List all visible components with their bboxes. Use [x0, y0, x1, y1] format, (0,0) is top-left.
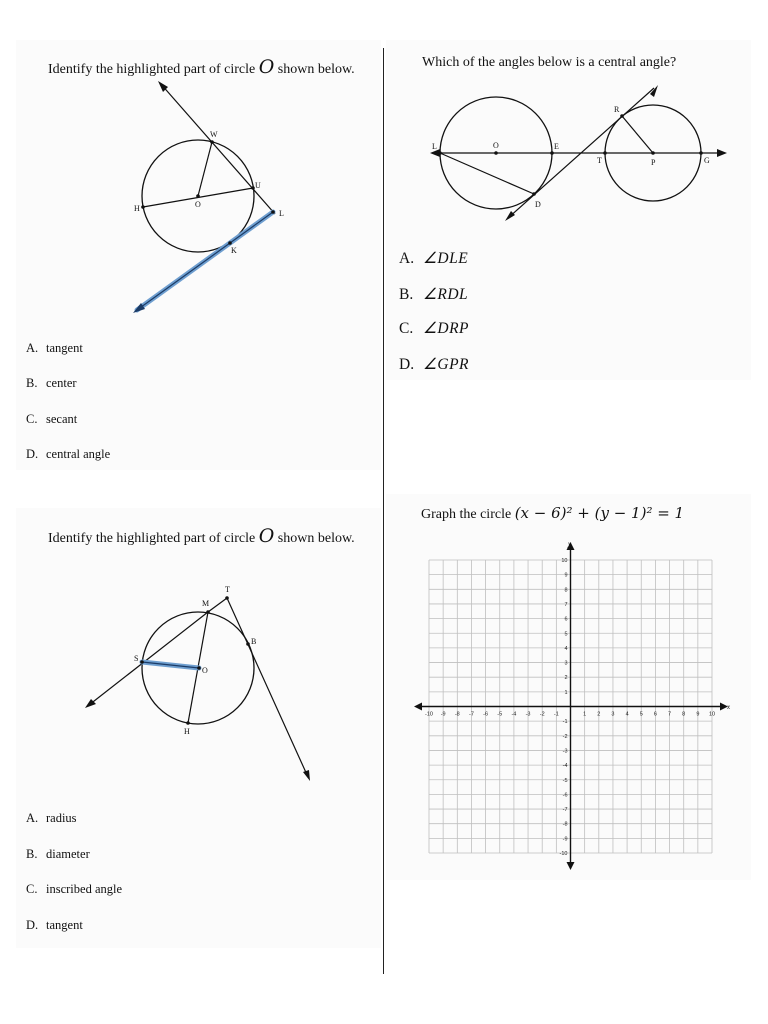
x-tick-label: 9: [696, 711, 700, 718]
q2-label-g: G: [704, 156, 710, 165]
q3-label-h: H: [184, 727, 190, 736]
y-tick-label: 7: [564, 601, 568, 608]
grid-axes: [414, 542, 728, 870]
q3-label-b: B: [251, 637, 257, 646]
y-tick-label: -2: [562, 733, 568, 740]
q3-title-suffix: shown below.: [277, 531, 355, 546]
y-tick-label: 9: [564, 572, 568, 579]
x-tick-label: 3: [611, 711, 615, 718]
x-tick-label: -7: [469, 711, 474, 718]
x-tick-label: -10: [425, 711, 433, 718]
q2-label-r: R: [614, 105, 620, 114]
q2-label-o: O: [493, 141, 499, 150]
q1-option-c-letter: C.: [26, 412, 38, 426]
q2-label-t: T: [597, 156, 602, 165]
q2-option-b-letter: B.: [399, 286, 414, 303]
y-axis-arrow-down: [567, 862, 575, 870]
y-axis-label: y: [568, 540, 572, 548]
x-axis-label: x: [727, 703, 731, 711]
y-tick-label: -7: [562, 807, 568, 814]
q1-label-h: H: [134, 204, 140, 213]
q2-option-c-angle: ∠DRP: [423, 320, 470, 337]
q4-equation: (x − 6)² + (y − 1)² = 1: [514, 504, 685, 522]
q2-option-d-angle: ∠GPR: [423, 356, 470, 373]
x-tick-label: -4: [511, 711, 517, 718]
q1-option-d-text: central angle: [46, 447, 111, 461]
x-tick-label: 1: [583, 711, 587, 718]
q2-label-d: D: [535, 200, 541, 209]
q2-option-c-letter: C.: [399, 320, 414, 337]
q3-option-b-letter: B.: [26, 847, 38, 861]
q1-label-u: U: [255, 181, 261, 190]
y-tick-label: -4: [562, 763, 568, 770]
y-tick-label: -8: [562, 821, 568, 828]
q3-option-c-text: inscribed angle: [46, 882, 123, 896]
x-tick-label: -9: [440, 711, 446, 718]
q3-title-prefix: Identify the highlighted part of circle: [48, 531, 256, 546]
question-2-title: Which of the angles below is a central angle?: [422, 55, 677, 70]
q3-option-d-letter: D.: [26, 918, 39, 932]
q1-label-o: O: [195, 200, 201, 209]
q1-label-l: L: [279, 209, 284, 218]
q3-option-a-letter: A.: [26, 811, 39, 825]
q2-label-l: L: [432, 142, 437, 151]
q2-label-p: P: [651, 158, 656, 167]
y-tick-label: 1: [564, 689, 568, 696]
y-tick-label: 2: [564, 675, 568, 682]
x-tick-label: -8: [454, 711, 460, 718]
y-tick-label: 10: [561, 558, 568, 564]
q3-option-d-text: tangent: [46, 918, 83, 932]
q1-option-b-letter: B.: [26, 376, 38, 390]
q3-title-var: O: [258, 525, 275, 547]
x-axis-arrow-left: [414, 703, 422, 711]
q1-title-suffix: shown below.: [277, 62, 355, 77]
q1-title-prefix: Identify the highlighted part of circle: [48, 62, 256, 77]
x-tick-label: 10: [708, 711, 716, 718]
q2-option-b-angle: ∠RDL: [423, 286, 469, 303]
x-tick-label: -1: [553, 711, 559, 718]
x-tick-label: 2: [597, 711, 601, 718]
x-tick-label: -2: [539, 711, 545, 718]
y-tick-label: 3: [564, 660, 568, 667]
q4-title-prefix: Graph the circle: [421, 507, 512, 522]
y-tick-label: 5: [564, 631, 568, 638]
x-tick-label: 5: [639, 711, 643, 718]
q3-option-a-text: radius: [46, 811, 77, 825]
q3-label-s: S: [134, 654, 139, 663]
q1-option-b-text: center: [46, 376, 77, 390]
q2-option-a-letter: A.: [399, 250, 415, 267]
q1-option-d-letter: D.: [26, 447, 39, 461]
q1-option-a-letter: A.: [26, 341, 39, 355]
x-tick-label: 7: [668, 711, 672, 718]
y-tick-label: -9: [562, 836, 568, 843]
q1-option-a-text: tangent: [46, 341, 83, 355]
x-tick-label: 6: [653, 711, 657, 718]
x-tick-label: -5: [497, 711, 503, 718]
q3-option-b-text: diameter: [46, 847, 90, 861]
q2-option-d-letter: D.: [399, 356, 415, 373]
y-tick-label: -10: [559, 851, 568, 857]
q1-label-w: W: [210, 130, 218, 139]
y-tick-label: -6: [562, 792, 568, 799]
y-tick-label: -3: [562, 748, 568, 755]
y-tick-label: 8: [564, 587, 568, 594]
q1-option-c-text: secant: [46, 412, 78, 426]
q2-label-e: E: [554, 142, 559, 151]
x-tick-label: 4: [625, 711, 629, 718]
q1-label-k: K: [231, 246, 237, 255]
x-tick-label: -6: [483, 711, 489, 718]
y-tick-label: -5: [562, 777, 568, 784]
q3-label-t: T: [225, 585, 230, 594]
q2-option-a-angle: ∠DLE: [423, 250, 469, 267]
y-tick-label: 6: [564, 616, 568, 623]
y-tick-label: 4: [564, 645, 568, 652]
y-tick-label: -1: [562, 719, 568, 726]
x-tick-label: -3: [525, 711, 531, 718]
q3-label-m: M: [202, 599, 210, 608]
q1-title-var: O: [258, 56, 275, 78]
q3-label-o: O: [202, 666, 208, 675]
x-tick-label: 8: [682, 711, 686, 718]
q3-option-c-letter: C.: [26, 882, 38, 896]
